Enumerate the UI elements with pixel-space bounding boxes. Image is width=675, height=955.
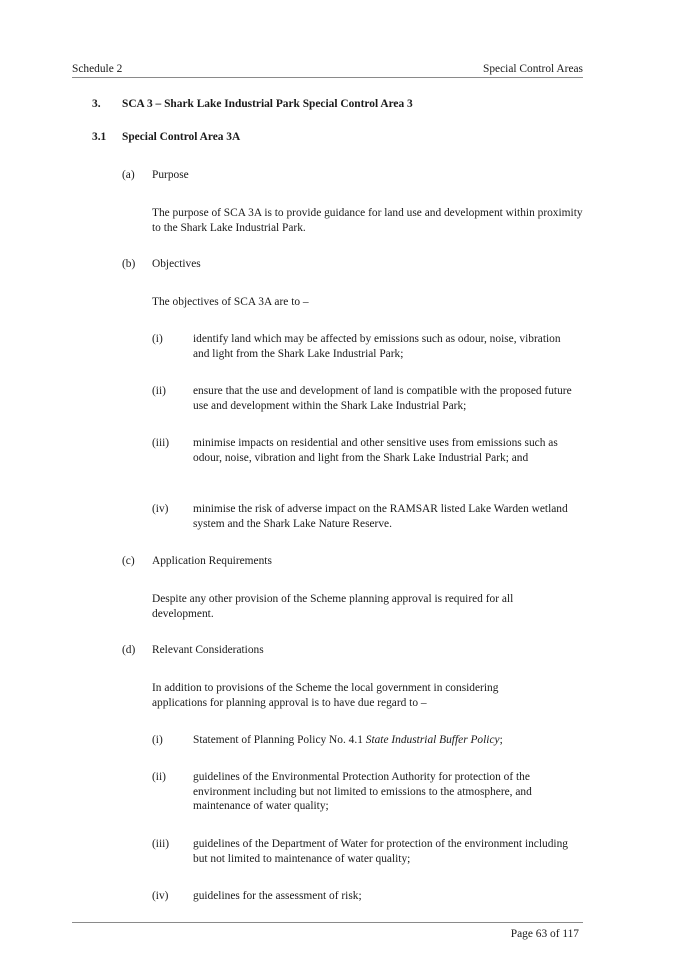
objective-text: minimise impacts on residential and other sensitive uses from emissions such as odour, noise, vibration and light from the Shark Lake Industrial Park; and bbox=[193, 437, 558, 464]
subsection-title: Special Control Area 3A bbox=[122, 131, 241, 143]
consideration-text: guidelines of the Environmental Protection Authority for protection of the environment including but not limited to emissions to the atmosphere, and maintenance of water quality; bbox=[193, 771, 532, 812]
policy-title: State Industrial Buffer Policy bbox=[365, 734, 500, 746]
objective-num: (ii) bbox=[152, 385, 166, 397]
section-title: SCA 3 – Shark Lake Industrial Park Special Control Area 3 bbox=[122, 98, 413, 110]
consideration-text-suffix: ; bbox=[499, 734, 503, 746]
objective-text: minimise the risk of adverse impact on the RAMSAR listed Lake Warden wetland system and the Shark Lake Nature Reserve. bbox=[193, 503, 568, 530]
objectives-intro: The objectives of SCA 3A are to – bbox=[152, 296, 309, 308]
objective-num: (i) bbox=[152, 333, 163, 345]
objective-text: ensure that the use and development of land is compatible with the proposed future use and development within the Shark Lake Industrial Park; bbox=[193, 385, 572, 412]
considerations-heading: Relevant Considerations bbox=[152, 644, 264, 656]
consideration-num: (iv) bbox=[152, 890, 169, 902]
section-number: 3. bbox=[92, 98, 101, 110]
page-number: Page 63 of 117 bbox=[510, 928, 579, 940]
footer-rule bbox=[72, 922, 583, 923]
consideration-num: (ii) bbox=[152, 771, 166, 783]
considerations-intro: In addition to provisions of the Scheme the local government in considering applications for planning approval is to have due regard to – bbox=[152, 682, 499, 709]
header-rule bbox=[72, 77, 583, 78]
subsection-number: 3.1 bbox=[92, 131, 107, 143]
application-label: (c) bbox=[122, 555, 135, 567]
objective-text: identify land which may be affected by emissions such as odour, noise, vibration and light from the Shark Lake Industrial Park; bbox=[193, 333, 561, 360]
purpose-label: (a) bbox=[122, 169, 135, 181]
consideration-num: (iii) bbox=[152, 838, 170, 850]
objective-num: (iii) bbox=[152, 437, 170, 449]
header-left: Schedule 2 bbox=[72, 63, 123, 75]
objectives-label: (b) bbox=[122, 258, 136, 270]
application-text: Despite any other provision of the Scheme planning approval is required for all development. bbox=[152, 593, 514, 620]
consideration-text bbox=[193, 733, 578, 748]
consideration-num: (i) bbox=[152, 734, 163, 746]
considerations-label: (d) bbox=[122, 644, 136, 656]
header-right: Special Control Areas bbox=[483, 63, 583, 75]
consideration-text: guidelines for the assessment of risk; bbox=[193, 890, 362, 902]
purpose-text: The purpose of SCA 3A is to provide guidance for land use and development within proximity to the Shark Lake Industrial Park. bbox=[152, 207, 583, 234]
objectives-heading: Objectives bbox=[152, 258, 201, 270]
purpose-heading: Purpose bbox=[152, 169, 189, 181]
objective-num: (iv) bbox=[152, 503, 169, 515]
application-heading: Application Requirements bbox=[152, 555, 272, 567]
consideration-text-prefix: Statement of Planning Policy No. 4.1 bbox=[193, 734, 366, 746]
consideration-text: guidelines of the Department of Water for protection of the environment including but not limited to maintenance of water quality; bbox=[193, 838, 568, 865]
